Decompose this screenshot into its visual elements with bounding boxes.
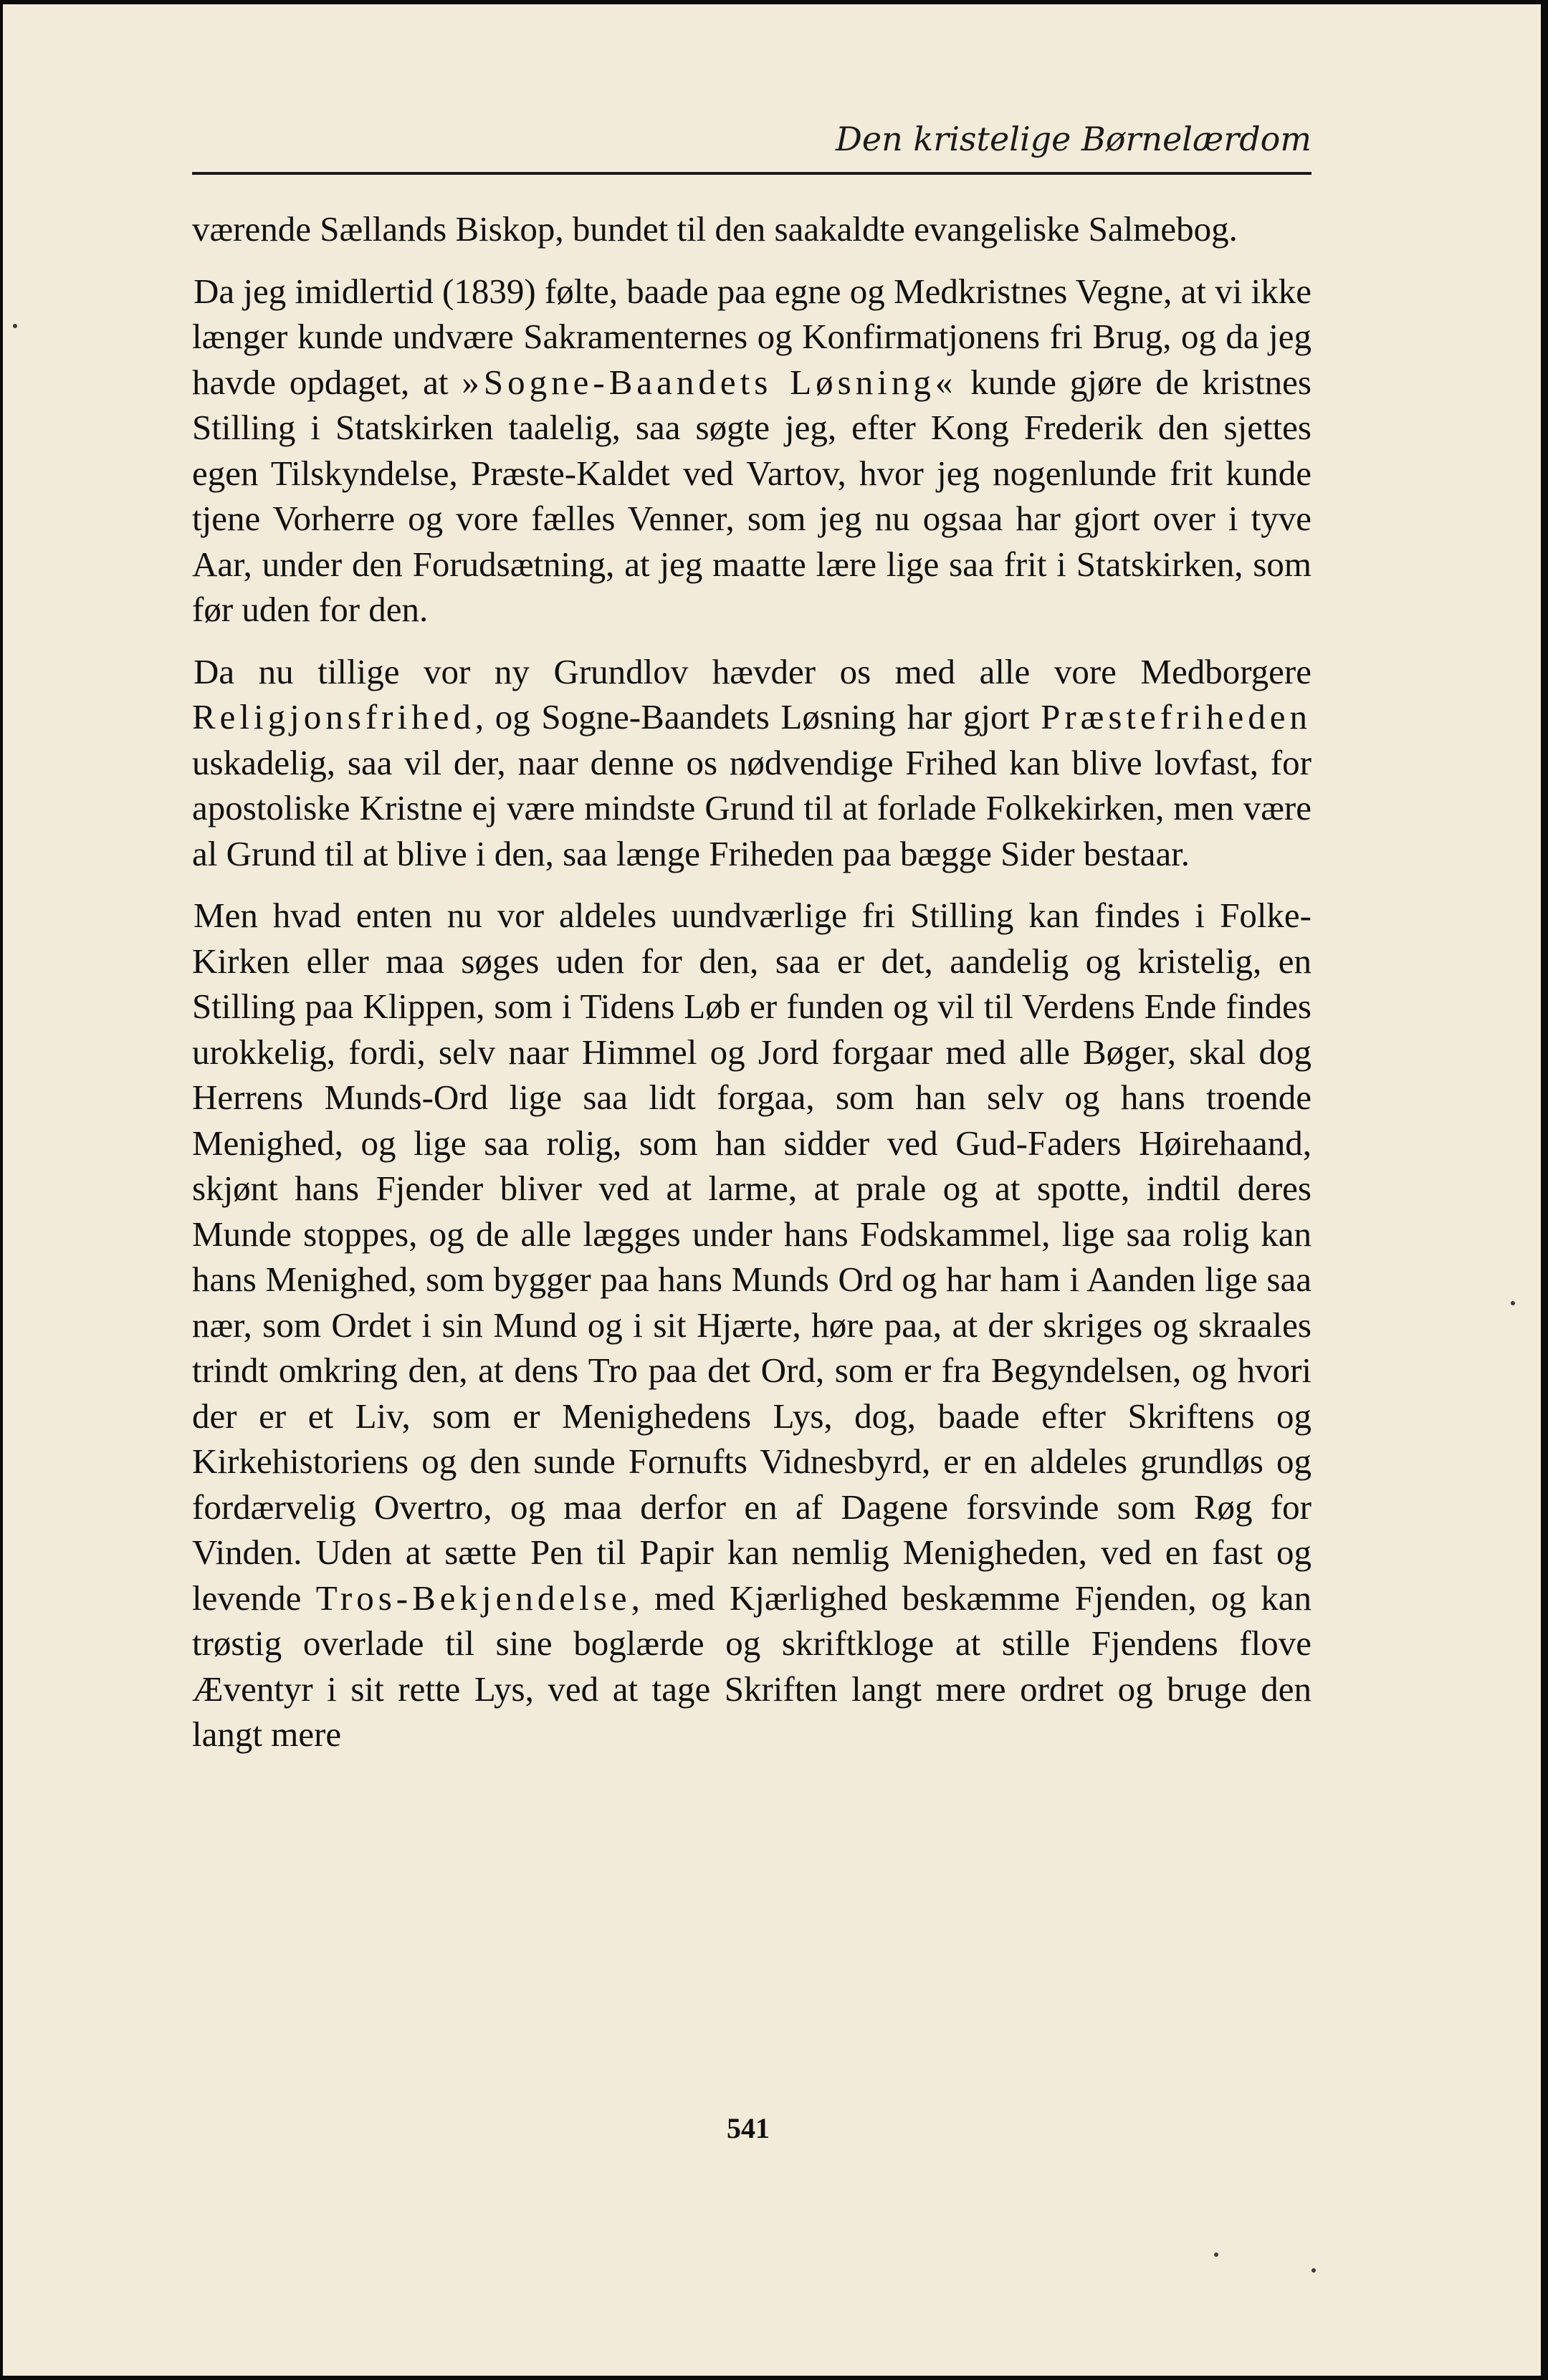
text-run: , med Kjærlighed beskæmme Fjenden, og kan trøstig overlade til sine boglærde og skriftkloge at stille Fjendens flove Æventyr i sit rette Lys, ved at tage Skriften langt mere ordret og bruge den langt mere — [192, 1578, 1312, 1754]
text-run: uskadelig, saa vil der, naar denne os nødvendige Frihed kan blive lovfast, for apostoliske Kristne ej være mindste Grund til at forlade Folkekirken, men være al Grund til at blive i den, saa længe Friheden paa bægge Sider bestaar. — [192, 742, 1312, 873]
paper-speck — [13, 324, 17, 328]
text-run: Men hvad enten nu vor aldeles uundværlige fri Stilling kan findes i Folke-Kirken eller maa søges uden for den, saa er det, aandelig og kristelig, en Stilling paa Klippen, som i Tidens Løb er funden og vil til Verdens Ende findes urokkelig, fordi, selv naar Himmel og Jord forgaar med alle Bøger, skal dog Herrens Munds-Ord lige saa lidt forgaa, som han selv og hans troende Menighed, og lige saa rolig, som han sidder ved Gud-Faders Høirehaand, skjønt hans Fjender bliver ved at larme, at prale og at spotte, indtil deres Munde stoppes, og de alle lægges under hans Fodskammel, lige saa rolig kan hans Menighed, som bygger paa hans Munds Ord og har ham i Aanden lige saa nær, som Ordet i sin Mund og i sit Hjærte, høre paa, at der skriges og skraales trindt omkring den, at dens Tro paa det Ord, som er fra Begyndelsen, og hvori der er et Liv, som er Menighedens Lys, dog, baade efter Skriftens og Kirkehistoriens og den sunde Fornufts Vidnesbyrd, er en aldeles grundløs og fordærvelig Overtro, og maa derfor en af Dagene forsvinde som Røg for Vinden. Uden at sætte Pen til Papir kan nemlig Menigheden, ved en fast og levende — [192, 896, 1312, 1618]
text-run: Da nu tillige vor ny Grundlov hævder os med alle vore Medborgere — [194, 651, 1312, 691]
spaced-emphasis: Præstefriheden — [1041, 697, 1312, 736]
book-page — [3, 4, 1541, 2376]
paragraph — [192, 649, 1312, 877]
spaced-emphasis: Religjonsfrihed — [192, 697, 475, 736]
paragraph — [192, 269, 1312, 633]
page-number: 541 — [727, 2112, 770, 2144]
paper-speck — [1511, 1301, 1515, 1305]
text-run: , og Sogne-Baandets Løsning har gjort — [474, 697, 1041, 736]
text-run: værende Sællands Biskop, bundet til den saakaldte evangeliske Salmebog. — [192, 209, 1238, 249]
text-run: Da jeg imidlertid (1839) følte, baade paa egne og Medkristnes Vegne, at vi ikke længer kunde undvære Sakramenternes og Konfirmatjonens fri Brug, og da jeg havde opdaget, at — [192, 271, 1312, 402]
paragraph — [192, 893, 1312, 1757]
paper-speck — [1214, 2252, 1218, 2257]
header-rule — [192, 172, 1312, 175]
spaced-emphasis: Tros-Bekjendelse — [315, 1578, 631, 1618]
paragraph — [192, 206, 1312, 252]
body-text — [192, 206, 1312, 1774]
paper-speck — [1312, 2268, 1316, 2273]
running-head: Den kristelige Børnelærdom — [836, 120, 1312, 158]
text-run: kunde gjøre de kristnes Stilling i Statskirken taalelig, saa søgte jeg, efter Kong Frederik den sjettes egen Tilskyndelse, Præste-Kaldet ved Vartov, hvor jeg nogenlunde frit kunde tjene Vorherre og vore fælles Venner, som jeg nu ogsaa har gjort over i tyve Aar, under den Forudsætning, at jeg maatte lære lige saa frit i Statskirken, som før uden for den. — [192, 362, 1312, 629]
spaced-emphasis: »Sogne-Baandets Løsning« — [462, 362, 957, 402]
